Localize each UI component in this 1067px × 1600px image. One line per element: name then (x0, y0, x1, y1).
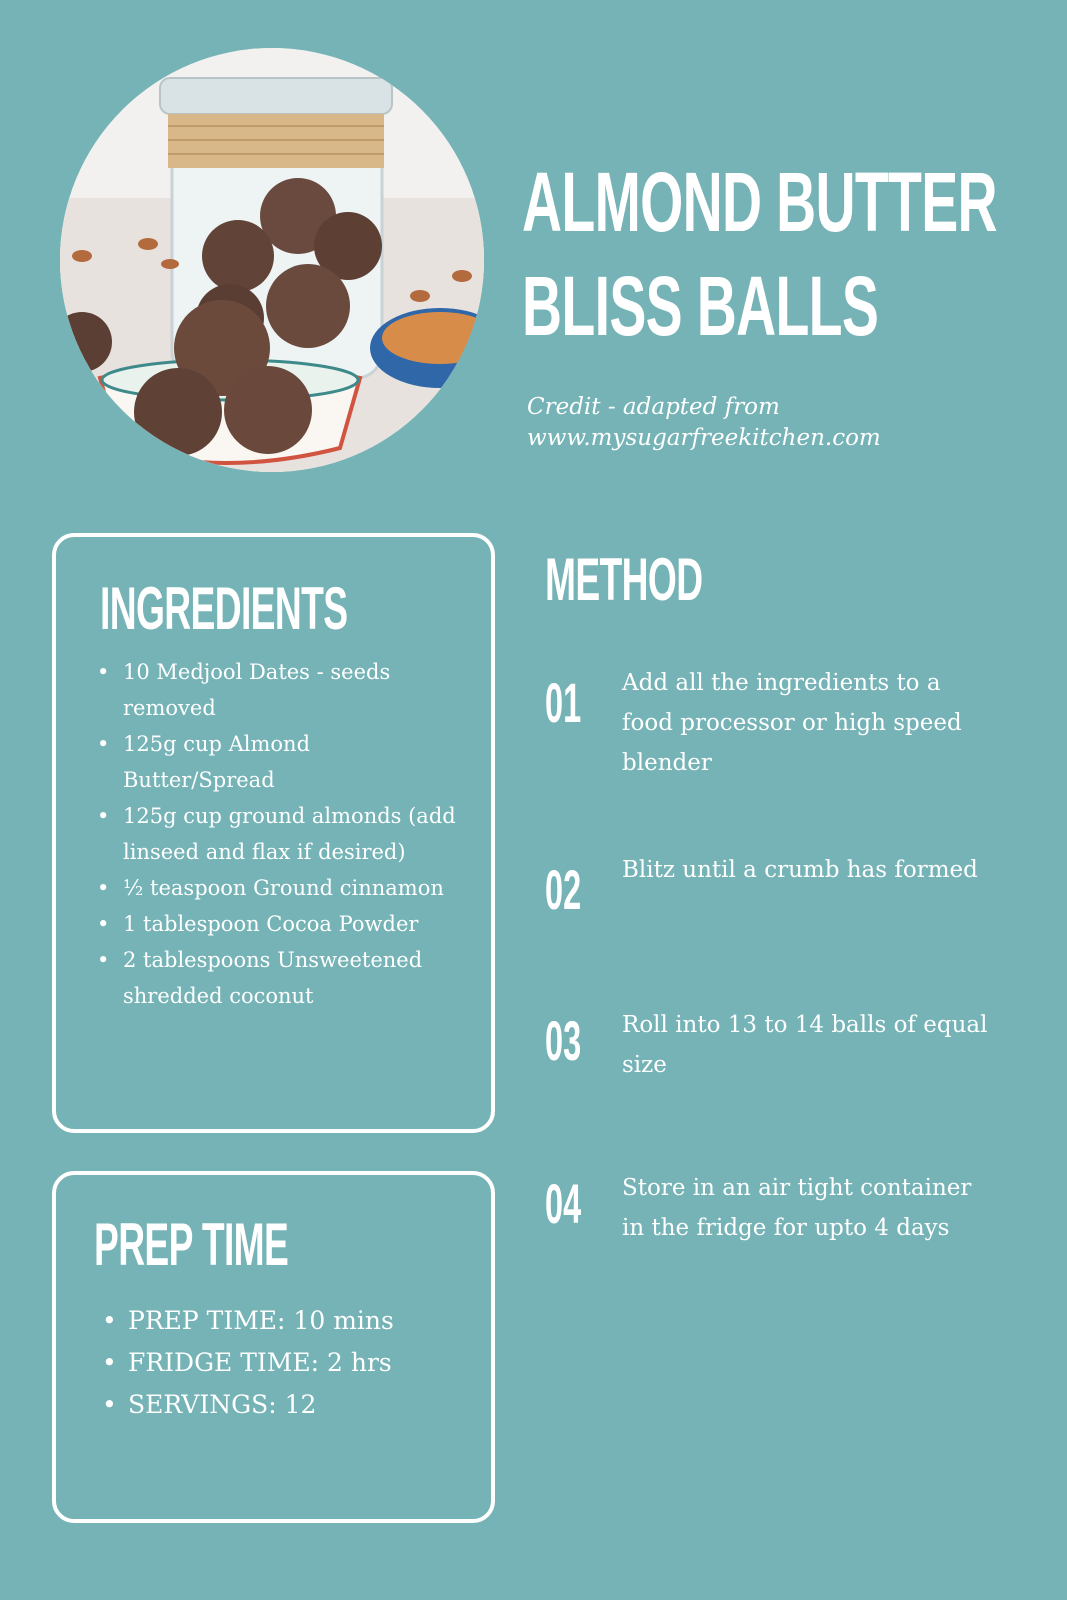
method-heading: METHOD (545, 546, 703, 613)
step-text: Roll into 13 to 14 balls of equal size (622, 1012, 988, 1078)
prep-time-list (128, 1300, 468, 1426)
step-number: 02 (545, 858, 582, 921)
prep-time-heading: PREP TIME (94, 1211, 289, 1278)
ingredient-item: • 125g cup Almond Butter/Spread (123, 726, 463, 798)
step-text: Blitz until a crumb has formed (622, 857, 978, 883)
step-number: 04 (545, 1172, 582, 1235)
prep-time-panel (52, 1171, 495, 1523)
credit-text (527, 392, 1047, 454)
ingredient-item: • ½ teaspoon Ground cinnamon (123, 870, 463, 906)
prep-item: • SERVINGS: 12 (128, 1384, 468, 1426)
credit-url: www.mysugarfreekitchen.com (527, 425, 881, 451)
step-number: 03 (545, 1009, 582, 1072)
title-line-1: ALMOND BUTTER (522, 155, 997, 249)
prep-item: • FRIDGE TIME: 2 hrs (128, 1342, 468, 1384)
title-line-2: BLISS BALLS (522, 259, 879, 353)
ingredients-heading: INGREDIENTS (100, 575, 348, 642)
step-text: Store in an air tight container in the fridge for upto 4 days (622, 1175, 972, 1241)
step-text: Add all the ingredients to a food processor or high speed blender (622, 670, 962, 776)
step-number: 01 (545, 671, 582, 734)
credit-line-1: Credit - adapted from (527, 394, 780, 420)
ingredient-item: • 10 Medjool Dates - seeds removed (123, 654, 463, 726)
ingredients-panel (52, 533, 495, 1133)
ingredient-item: • 125g cup ground almonds (add linseed and flax if desired) (123, 798, 463, 870)
ingredient-item: • 2 tablespoons Unsweetened shredded coconut (123, 942, 463, 1014)
ingredient-item: • 1 tablespoon Cocoa Powder (123, 906, 463, 942)
ingredients-list (123, 654, 463, 1014)
recipe-title (522, 150, 997, 358)
recipe-photo (60, 48, 484, 472)
prep-item: • PREP TIME: 10 mins (128, 1300, 468, 1342)
